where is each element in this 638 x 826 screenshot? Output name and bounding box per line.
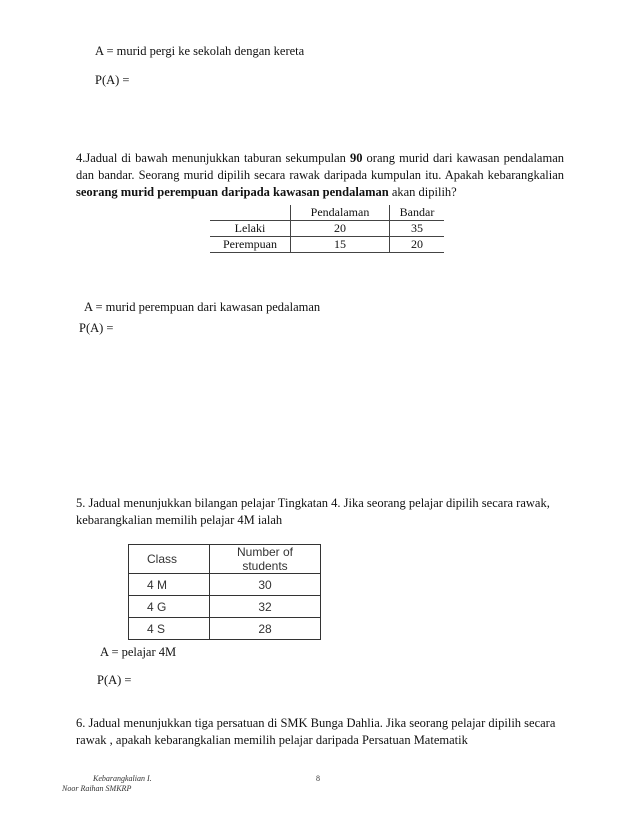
table-cell: 4 S [129, 618, 210, 640]
table-cell: 15 [291, 237, 390, 253]
table-header-row [210, 205, 444, 221]
footer-author: Noor Raihan SMKRP [62, 784, 132, 793]
table-header-cell [210, 205, 291, 221]
table-cell: 32 [210, 596, 321, 618]
q5-question [76, 495, 566, 529]
q6-question [76, 715, 566, 749]
table-cell: 20 [390, 237, 445, 253]
table-header-row [129, 545, 321, 574]
table-cell: 20 [291, 221, 390, 237]
q6-text: 6. Jadual menunjukkan tiga persatuan di SMK Bunga Dahlia. Jika seorang pelajar dipilih secara rawak , apakah kebarangkalian memilih pelajar daripada Persatuan Matematik [76, 716, 556, 747]
table-header-cell: Number of students [210, 545, 321, 574]
q3-event: A = murid pergi ke sekolah dengan kereta [95, 44, 305, 58]
table-cell: 35 [390, 221, 445, 237]
table-cell: 4 G [129, 596, 210, 618]
table-row [129, 574, 321, 596]
table-row [129, 596, 321, 618]
q3-probability: P(A) = [95, 73, 130, 87]
q5-probability: P(A) = [97, 673, 132, 687]
table-header-cell: Bandar [390, 205, 445, 221]
table-row [210, 237, 444, 253]
q4-text-mid: orang murid dari kawasan pendalaman dan bandar. Seorang murid dipilih secara rawak daripada kumpulan itu. Apakah kebarangkalian [76, 151, 564, 182]
page-number: 8 [316, 774, 320, 783]
q4-probability: P(A) = [79, 321, 114, 335]
q4-target-phrase: seorang murid perempuan daripada kawasan pendalaman [76, 185, 389, 199]
table-cell: Lelaki [210, 221, 291, 237]
q5-text: 5. Jadual menunjukkan bilangan pelajar Tingkatan 4. Jika seorang pelajar dipilih secara rawak, kebarangkalian memilih pelajar 4M ialah [76, 496, 550, 527]
footer-title: Kebarangkalian I. [93, 774, 152, 783]
q5-event: A = pelajar 4M [100, 645, 177, 659]
table-row [129, 618, 321, 640]
table-header-cell: Pendalaman [291, 205, 390, 221]
q4-total-count: 90 [349, 151, 363, 165]
q5-table [128, 544, 321, 640]
q4-text-start: 4.Jadual di bawah menunjukkan taburan sekumpulan [76, 151, 350, 165]
table-cell: 4 M [129, 574, 210, 596]
q4-event: A = murid perempuan dari kawasan pedalaman [84, 300, 321, 314]
table-cell: Perempuan [210, 237, 291, 253]
table-header-cell: Class [129, 545, 210, 574]
q4-question [76, 150, 564, 201]
q4-text-end: akan dipilih? [388, 185, 457, 199]
table-cell: 30 [210, 574, 321, 596]
table-row [210, 221, 444, 237]
table-cell: 28 [210, 618, 321, 640]
q4-table [210, 205, 444, 253]
